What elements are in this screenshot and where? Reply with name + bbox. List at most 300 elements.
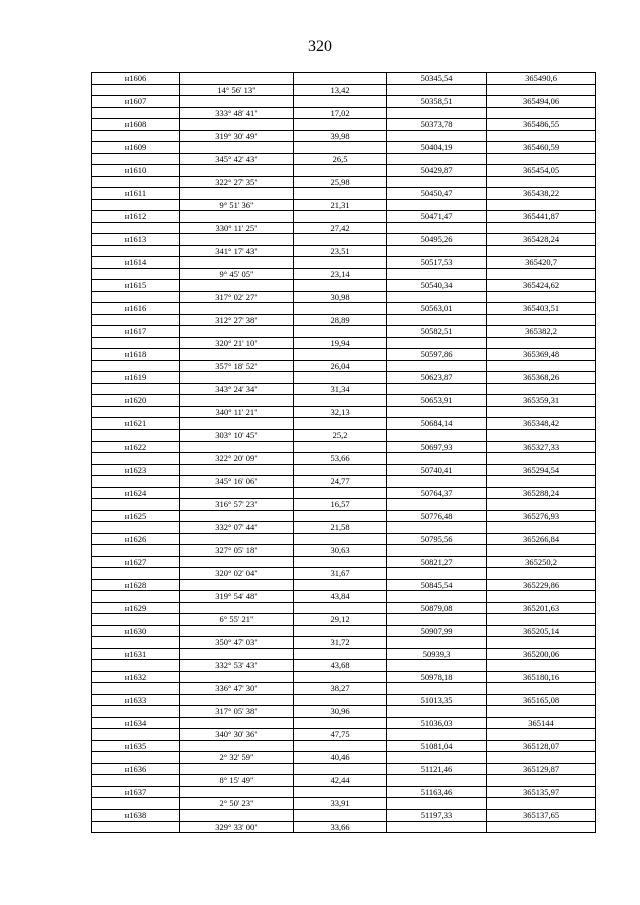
point-name-cell: н1607 [92,96,180,108]
empty-cell [92,729,180,741]
segment-row [92,683,596,695]
length-cell: 17,02 [294,107,387,119]
segment-row [92,337,596,349]
empty-cell [180,625,294,637]
empty-cell [180,717,294,729]
empty-cell [294,142,387,154]
x-coordinate-cell: 50540,34 [387,280,487,292]
point-row [92,671,596,683]
point-row [92,441,596,453]
y-coordinate-cell: 365424,62 [487,280,596,292]
empty-cell [487,798,596,810]
segment-row [92,314,596,326]
angle-cell: 336° 47' 30" [180,683,294,695]
segment-row [92,176,596,188]
empty-cell [92,360,180,372]
point-row [92,533,596,545]
empty-cell [92,314,180,326]
empty-cell [180,303,294,315]
empty-cell [294,372,387,384]
empty-cell [387,614,487,626]
segment-row [92,453,596,465]
x-coordinate-cell: 50495,26 [387,234,487,246]
empty-cell [92,821,180,833]
segment-row [92,107,596,119]
point-name-cell: н1628 [92,579,180,591]
empty-cell [387,453,487,465]
length-cell: 39,98 [294,130,387,142]
empty-cell [92,291,180,303]
empty-cell [294,763,387,775]
y-coordinate-cell: 365205,14 [487,625,596,637]
y-coordinate-cell: 365137,65 [487,810,596,822]
length-cell: 27,42 [294,222,387,234]
angle-cell: 303° 10' 45" [180,429,294,441]
point-name-cell: н1618 [92,349,180,361]
x-coordinate-cell: 51197,33 [387,810,487,822]
segment-row [92,752,596,764]
empty-cell [180,119,294,131]
empty-cell [387,176,487,188]
y-coordinate-cell: 365229,86 [487,579,596,591]
angle-cell: 8° 15' 49" [180,775,294,787]
empty-cell [180,740,294,752]
empty-cell [487,84,596,96]
empty-cell [387,821,487,833]
x-coordinate-cell: 50358,51 [387,96,487,108]
angle-cell: 357° 18' 52" [180,360,294,372]
length-cell: 26,04 [294,360,387,372]
segment-row [92,568,596,580]
angle-cell: 330° 11' 25" [180,222,294,234]
empty-cell [294,188,387,200]
empty-cell [180,487,294,499]
empty-cell [487,706,596,718]
x-coordinate-cell: 50795,56 [387,533,487,545]
angle-cell: 14° 56' 13" [180,84,294,96]
x-coordinate-cell: 50978,18 [387,671,487,683]
point-row [92,464,596,476]
length-cell: 30,96 [294,706,387,718]
length-cell: 13,42 [294,84,387,96]
angle-cell: 322° 20' 09" [180,453,294,465]
point-name-cell: н1624 [92,487,180,499]
length-cell: 47,75 [294,729,387,741]
empty-cell [180,349,294,361]
x-coordinate-cell: 50684,14 [387,418,487,430]
length-cell: 29,12 [294,614,387,626]
empty-cell [180,142,294,154]
empty-cell [294,464,387,476]
point-name-cell: н1606 [92,73,180,85]
length-cell: 23,14 [294,268,387,280]
segment-row [92,660,596,672]
x-coordinate-cell: 50879,08 [387,602,487,614]
angle-cell: 316° 57' 23" [180,499,294,511]
y-coordinate-cell: 365460,59 [487,142,596,154]
empty-cell [487,199,596,211]
empty-cell [487,660,596,672]
y-coordinate-cell: 365129,87 [487,763,596,775]
empty-cell [180,464,294,476]
y-coordinate-cell: 365368,26 [487,372,596,384]
empty-cell [92,683,180,695]
segment-row [92,406,596,418]
empty-cell [294,326,387,338]
point-name-cell: н1611 [92,188,180,200]
empty-cell [180,188,294,200]
point-row [92,326,596,338]
y-coordinate-cell: 365490,6 [487,73,596,85]
length-cell: 33,91 [294,798,387,810]
empty-cell [294,648,387,660]
empty-cell [294,510,387,522]
angle-cell: 317° 02' 27" [180,291,294,303]
segment-row [92,130,596,142]
empty-cell [387,406,487,418]
length-cell: 26,5 [294,153,387,165]
x-coordinate-cell: 50373,78 [387,119,487,131]
angle-cell: 345° 16' 06" [180,476,294,488]
angle-cell: 2° 32' 59" [180,752,294,764]
empty-cell [294,73,387,85]
empty-cell [92,222,180,234]
point-row [92,395,596,407]
empty-cell [387,268,487,280]
empty-cell [180,395,294,407]
y-coordinate-cell: 365486,55 [487,119,596,131]
empty-cell [180,257,294,269]
y-coordinate-cell: 365359,31 [487,395,596,407]
empty-cell [294,119,387,131]
empty-cell [294,533,387,545]
empty-cell [92,130,180,142]
empty-cell [487,383,596,395]
empty-cell [487,268,596,280]
empty-cell [487,222,596,234]
x-coordinate-cell: 51013,35 [387,694,487,706]
segment-row [92,499,596,511]
empty-cell [387,84,487,96]
y-coordinate-cell: 365369,48 [487,349,596,361]
point-row [92,487,596,499]
empty-cell [294,211,387,223]
angle-cell: 6° 55' 21" [180,614,294,626]
point-row [92,96,596,108]
empty-cell [487,683,596,695]
empty-cell [294,556,387,568]
empty-cell [294,671,387,683]
empty-cell [92,199,180,211]
x-coordinate-cell: 50517,53 [387,257,487,269]
empty-cell [180,96,294,108]
empty-cell [387,522,487,534]
empty-cell [180,510,294,522]
angle-cell: 319° 30' 49" [180,130,294,142]
point-name-cell: н1610 [92,165,180,177]
point-row [92,418,596,430]
empty-cell [180,280,294,292]
point-name-cell: н1636 [92,763,180,775]
point-row [92,648,596,660]
length-cell: 33,66 [294,821,387,833]
point-name-cell: н1629 [92,602,180,614]
empty-cell [92,775,180,787]
segment-row [92,429,596,441]
point-name-cell: н1619 [92,372,180,384]
empty-cell [180,671,294,683]
point-row [92,510,596,522]
y-coordinate-cell: 365403,51 [487,303,596,315]
point-name-cell: н1613 [92,234,180,246]
angle-cell: 2° 50' 23" [180,798,294,810]
empty-cell [294,717,387,729]
empty-cell [92,383,180,395]
angle-cell: 345° 42' 43" [180,153,294,165]
y-coordinate-cell: 365144 [487,717,596,729]
angle-cell: 329° 33' 00" [180,821,294,833]
empty-cell [487,406,596,418]
point-name-cell: н1620 [92,395,180,407]
empty-cell [180,211,294,223]
angle-cell: 317° 05' 38" [180,706,294,718]
point-row [92,810,596,822]
point-row [92,165,596,177]
empty-cell [487,591,596,603]
empty-cell [180,579,294,591]
length-cell: 53,66 [294,453,387,465]
angle-cell: 9° 45' 05" [180,268,294,280]
empty-cell [294,257,387,269]
segment-row [92,222,596,234]
point-name-cell: н1630 [92,625,180,637]
x-coordinate-cell: 50740,41 [387,464,487,476]
empty-cell [387,752,487,764]
segment-row [92,729,596,741]
point-name-cell: н1616 [92,303,180,315]
point-row [92,602,596,614]
empty-cell [92,545,180,557]
point-name-cell: н1622 [92,441,180,453]
point-name-cell: н1638 [92,810,180,822]
empty-cell [487,821,596,833]
length-cell: 19,94 [294,337,387,349]
point-name-cell: н1614 [92,257,180,269]
segment-row [92,798,596,810]
empty-cell [387,683,487,695]
y-coordinate-cell: 365201,63 [487,602,596,614]
empty-cell [180,234,294,246]
angle-cell: 322° 27' 35" [180,176,294,188]
x-coordinate-cell: 50563,01 [387,303,487,315]
empty-cell [387,314,487,326]
y-coordinate-cell: 365441,87 [487,211,596,223]
empty-cell [294,694,387,706]
empty-cell [294,418,387,430]
segment-row [92,268,596,280]
angle-cell: 340° 30' 36" [180,729,294,741]
point-name-cell: н1637 [92,786,180,798]
y-coordinate-cell: 365276,93 [487,510,596,522]
x-coordinate-cell: 50845,54 [387,579,487,591]
x-coordinate-cell: 50471,47 [387,211,487,223]
length-cell: 38,27 [294,683,387,695]
segment-row [92,522,596,534]
coordinates-table-body [92,73,596,833]
empty-cell [387,637,487,649]
length-cell: 25,98 [294,176,387,188]
empty-cell [487,453,596,465]
angle-cell: 343° 24' 34" [180,383,294,395]
empty-cell [92,153,180,165]
empty-cell [487,545,596,557]
point-row [92,625,596,637]
empty-cell [294,810,387,822]
y-coordinate-cell: 365348,42 [487,418,596,430]
length-cell: 31,72 [294,637,387,649]
segment-row [92,775,596,787]
empty-cell [92,453,180,465]
segment-row [92,637,596,649]
length-cell: 25,2 [294,429,387,441]
segment-row [92,706,596,718]
empty-cell [180,165,294,177]
point-name-cell: н1626 [92,533,180,545]
empty-cell [180,763,294,775]
point-row [92,303,596,315]
empty-cell [294,487,387,499]
y-coordinate-cell: 365135,97 [487,786,596,798]
y-coordinate-cell: 365128,07 [487,740,596,752]
length-cell: 43,68 [294,660,387,672]
segment-row [92,245,596,257]
point-name-cell: н1617 [92,326,180,338]
y-coordinate-cell: 365420,7 [487,257,596,269]
empty-cell [180,418,294,430]
point-row [92,257,596,269]
empty-cell [92,107,180,119]
empty-cell [487,176,596,188]
empty-cell [180,372,294,384]
x-coordinate-cell: 51163,46 [387,786,487,798]
empty-cell [487,522,596,534]
x-coordinate-cell: 51036,03 [387,717,487,729]
empty-cell [294,165,387,177]
point-row [92,694,596,706]
empty-cell [92,706,180,718]
empty-cell [294,234,387,246]
empty-cell [387,591,487,603]
empty-cell [387,153,487,165]
empty-cell [387,798,487,810]
point-name-cell: н1615 [92,280,180,292]
point-row [92,740,596,752]
empty-cell [294,740,387,752]
empty-cell [92,268,180,280]
empty-cell [387,729,487,741]
length-cell: 43,84 [294,591,387,603]
empty-cell [92,522,180,534]
empty-cell [487,130,596,142]
empty-cell [92,245,180,257]
point-name-cell: н1627 [92,556,180,568]
length-cell: 24,77 [294,476,387,488]
empty-cell [487,291,596,303]
point-row [92,73,596,85]
empty-cell [294,579,387,591]
empty-cell [487,107,596,119]
empty-cell [487,568,596,580]
angle-cell: 332° 07' 44" [180,522,294,534]
point-name-cell: н1612 [92,211,180,223]
length-cell: 32,13 [294,406,387,418]
empty-cell [387,199,487,211]
empty-cell [92,591,180,603]
length-cell: 30,63 [294,545,387,557]
x-coordinate-cell: 51121,46 [387,763,487,775]
x-coordinate-cell: 50907,99 [387,625,487,637]
x-coordinate-cell: 50582,51 [387,326,487,338]
empty-cell [294,303,387,315]
coordinates-table [91,72,596,833]
empty-cell [92,568,180,580]
empty-cell [387,545,487,557]
angle-cell: 327° 05' 18" [180,545,294,557]
empty-cell [294,441,387,453]
point-row [92,234,596,246]
empty-cell [487,314,596,326]
y-coordinate-cell: 365180,16 [487,671,596,683]
point-name-cell: н1625 [92,510,180,522]
empty-cell [294,280,387,292]
empty-cell [487,476,596,488]
y-coordinate-cell: 365294,54 [487,464,596,476]
x-coordinate-cell: 50939,3 [387,648,487,660]
empty-cell [92,406,180,418]
empty-cell [92,637,180,649]
length-cell: 21,31 [294,199,387,211]
x-coordinate-cell: 50345,54 [387,73,487,85]
empty-cell [387,568,487,580]
segment-row [92,476,596,488]
empty-cell [180,533,294,545]
empty-cell [387,476,487,488]
angle-cell: 319° 54' 48" [180,591,294,603]
empty-cell [487,337,596,349]
empty-cell [92,476,180,488]
point-row [92,717,596,729]
point-row [92,349,596,361]
length-cell: 23,51 [294,245,387,257]
empty-cell [387,429,487,441]
x-coordinate-cell: 50764,37 [387,487,487,499]
segment-row [92,360,596,372]
point-row [92,556,596,568]
y-coordinate-cell: 365428,24 [487,234,596,246]
empty-cell [387,499,487,511]
y-coordinate-cell: 365288,24 [487,487,596,499]
empty-cell [387,222,487,234]
empty-cell [294,395,387,407]
length-cell: 30,98 [294,291,387,303]
y-coordinate-cell: 365266,84 [487,533,596,545]
empty-cell [387,660,487,672]
empty-cell [180,326,294,338]
point-name-cell: н1621 [92,418,180,430]
point-name-cell: н1633 [92,694,180,706]
length-cell: 31,34 [294,383,387,395]
x-coordinate-cell: 50597,86 [387,349,487,361]
